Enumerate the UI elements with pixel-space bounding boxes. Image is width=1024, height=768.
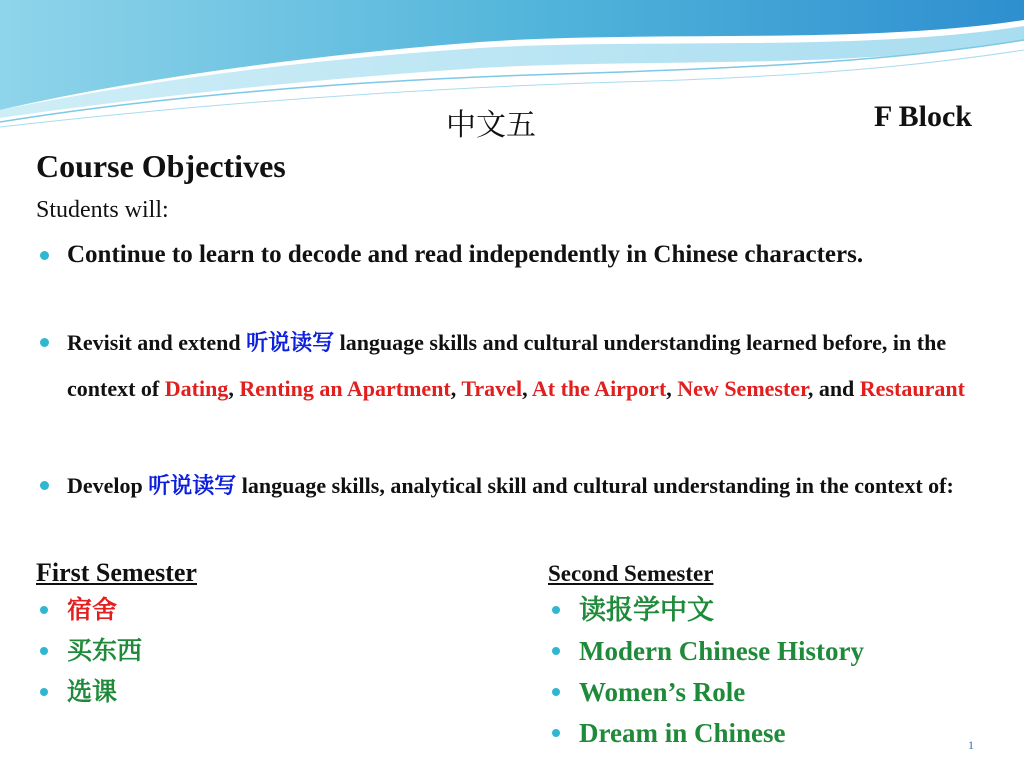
intro-text: Students will: xyxy=(36,197,169,223)
list-item xyxy=(36,590,197,631)
bullet-dot-icon xyxy=(40,338,49,347)
list-item-text: Dream in Chinese xyxy=(579,718,786,748)
separator: , and xyxy=(807,376,860,401)
separator: , xyxy=(666,376,678,401)
bullet-dot-icon xyxy=(40,606,48,614)
course-chinese-title: 中文五 xyxy=(446,109,536,142)
objective-2-mid: language skills and cultural understanding learned before, in the context of xyxy=(67,330,947,401)
list-item xyxy=(548,590,864,631)
topic-restaurant: Restaurant xyxy=(859,376,965,401)
block-label: F Block xyxy=(873,100,972,133)
bullet-dot-icon xyxy=(40,481,49,490)
objective-1-text: Continue to learn to decode and read independently in Chinese characters. xyxy=(67,241,864,268)
topic-dating: Dating xyxy=(164,376,229,401)
topic-airport: At the Airport xyxy=(531,376,667,401)
second-semester-section xyxy=(548,558,864,754)
objective-2-lead: Revisit and extend xyxy=(67,330,247,355)
second-semester-list xyxy=(548,590,864,754)
list-item xyxy=(548,631,864,672)
bullet-dot-icon xyxy=(552,606,560,614)
list-item-text: 选课 xyxy=(67,679,118,706)
bullet-dot-icon xyxy=(552,688,560,696)
page-number: 1 xyxy=(968,738,974,752)
skills-chinese: 听说读写 xyxy=(148,473,237,498)
objective-3-lead: Develop xyxy=(67,473,149,498)
topic-new-semester: New Semester xyxy=(677,376,808,401)
bullet-dot-icon xyxy=(40,688,48,696)
objective-bullet-1 xyxy=(67,238,967,272)
bullet-dot-icon xyxy=(552,647,560,655)
bullet-dot-icon xyxy=(40,251,49,260)
separator: , xyxy=(450,376,462,401)
slide-title: Course Objectives xyxy=(36,148,286,184)
second-semester-heading: Second Semester xyxy=(548,561,714,586)
list-item-text: 买东西 xyxy=(67,638,143,665)
bullet-dot-icon xyxy=(552,729,560,737)
list-item xyxy=(36,672,197,713)
objective-3-rest: language skills, analytical skill and cultural understanding in the context of: xyxy=(236,473,954,498)
list-item-text: Modern Chinese History xyxy=(579,636,864,666)
separator: , xyxy=(522,376,532,401)
list-item xyxy=(548,672,864,713)
list-item xyxy=(548,713,864,754)
bullet-dot-icon xyxy=(40,647,48,655)
topic-travel: Travel xyxy=(461,376,523,401)
first-semester-list xyxy=(36,590,197,713)
first-semester-section xyxy=(36,556,197,713)
first-semester-heading: First Semester xyxy=(36,558,197,587)
list-item-text: 读报学中文 xyxy=(579,595,714,625)
separator: , xyxy=(228,376,240,401)
skills-chinese: 听说读写 xyxy=(246,330,335,355)
objective-bullet-2 xyxy=(67,320,967,412)
objective-bullet-3 xyxy=(67,463,967,509)
list-item xyxy=(36,631,197,672)
list-item-text: Women’s Role xyxy=(579,677,746,707)
list-item-text: 宿舍 xyxy=(67,597,118,624)
topic-renting: Renting an Apartment xyxy=(239,376,451,401)
